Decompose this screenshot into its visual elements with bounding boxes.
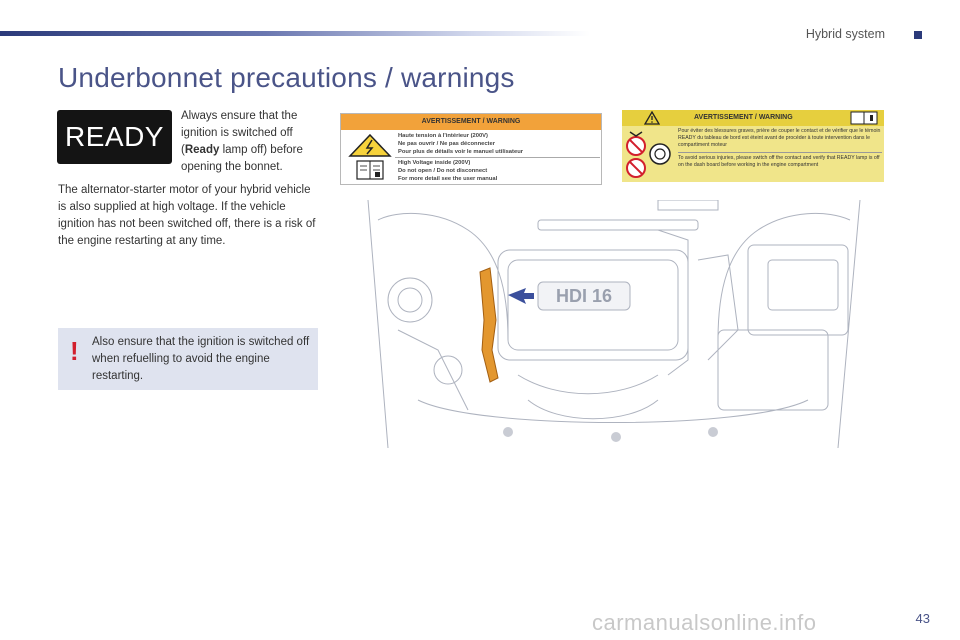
warning-label-line: For more detail see the user manual [398,176,498,182]
arrow-icon [508,288,534,304]
ready-lamp-badge: READY [57,110,172,164]
warning-label-english-text: To avoid serious injuries, please switch off the contact and verify that READY lamp is off on the dash board before working in the engine compartment [678,155,880,168]
high-voltage-icon [345,132,395,182]
warning-triangle-icon [644,111,660,125]
ready-lamp-warning-label [622,110,884,182]
engine-badge-text: HDI 16 [555,286,613,306]
refuelling-note-text: Also ensure that the ignition is switched off when refuelling to avoid the engine restarting. [92,336,310,382]
header-rule [0,31,590,36]
warning-label-header: AVERTISSEMENT / WARNING [622,110,884,126]
high-voltage-cable-highlight [480,268,498,382]
ready-instruction [181,108,321,176]
warning-label-divider [395,157,600,158]
page-number: 43 [915,611,930,626]
warning-label-body [678,128,882,169]
warning-label-line: Do not open / Do not disconnect [398,168,488,174]
warning-label-line: High Voltage inside (200V) [398,160,471,166]
engine-compartment-illustration [358,200,870,448]
warning-label-line: Pour plus de détails voir le manuel utilisateur [398,149,523,155]
prohibited-actions-icon [624,128,676,182]
warning-label-line: Haute tension à l'intérieur (200V) [398,133,488,139]
high-voltage-warning-label [340,113,602,185]
warning-label-header: AVERTISSEMENT / WARNING [341,114,601,130]
exclamation-icon: ! [70,336,79,366]
section-marker [914,31,922,39]
ready-instruction-before: Always ensure that the ignition is switched off ( [181,110,298,156]
warning-label-line: Ne pas ouvrir / Ne pas déconnecter [398,141,495,147]
warning-label-divider [678,149,882,153]
page-title: Underbonnet precautions / warnings [58,62,515,93]
ready-instruction-bold: Ready [184,144,220,156]
refuelling-note [58,328,318,390]
watermark: carmanualsonline.info [592,610,817,635]
manual-book-icon [850,111,878,125]
alternator-warning-text: The alternator-starter motor of your hybrid vehicle is also supplied at high voltage. If the vehicle ignition has not been switched off, there is a risk of the engine restarting at any time. [58,184,316,247]
section-title: Hybrid system [805,27,885,41]
warning-label-french-text: Pour éviter des blessures graves, prière de couper le contact et de vérifier que le témoin READY du tableau de bord est éteint avant de procéder à toute intervention dans le compartiment moteur [678,128,881,148]
ready-instruction-after: lamp off) before opening the bonnet. [181,144,303,173]
